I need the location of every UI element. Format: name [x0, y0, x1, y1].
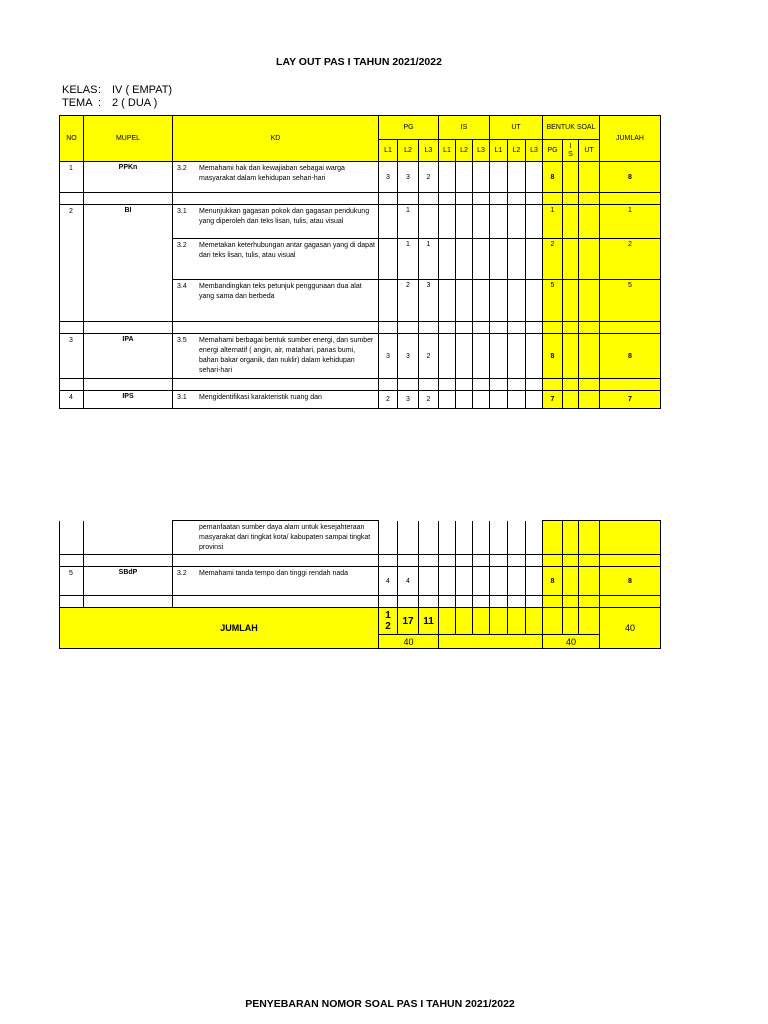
cell-pg-l2: 2 — [398, 280, 419, 322]
header-is-l3: L3 — [473, 140, 490, 162]
row-kd: 3.2 Memahami tanda tempo dan tinggi rendah nada — [173, 567, 379, 596]
header-no: NO — [60, 116, 84, 162]
cell-bentuk-pg: 7 — [543, 391, 563, 409]
header-ut-l2: L2 — [508, 140, 526, 162]
cell-pg-l2: 3 — [398, 334, 419, 379]
cell-pg-l2: 1 — [398, 239, 419, 280]
table-row — [60, 567, 661, 596]
row-no: 4 — [60, 391, 84, 409]
table-row — [60, 334, 661, 379]
cell-jumlah: 8 — [600, 334, 661, 379]
row-kd: 3.4 Membandingkan teks petunjuk penggunaan dua alat yang sama dan berbeda — [173, 280, 379, 322]
kelas-line — [62, 84, 172, 96]
row-no: 3 — [60, 334, 84, 379]
kelas-value: IV ( EMPAT) — [112, 84, 173, 96]
total-pg-l3: 11 — [419, 608, 439, 635]
row-kd: 3.2 Memetakan keterhubungan antar gagasan yang di dapat dari teks lisan, tulis, atau visual — [173, 239, 379, 280]
header-is-l1: L1 — [439, 140, 456, 162]
total-pg-l2: 17 — [398, 608, 419, 635]
cell-pg-l2: 4 — [398, 567, 419, 596]
total-bentuk-sum: 40 — [543, 635, 600, 649]
cell-bentuk-pg: 8 — [543, 567, 563, 596]
tema-value: 2 ( DUA ) — [112, 97, 158, 109]
header-ut-l1: L1 — [490, 140, 508, 162]
table-row — [60, 391, 661, 409]
tema-line — [62, 97, 157, 109]
row-mupel: BI — [84, 205, 173, 322]
cell-jumlah: 2 — [600, 239, 661, 280]
header-bentuk-is: I S — [563, 140, 579, 162]
cell-pg-l3: 2 — [419, 391, 439, 409]
header-pg-l1: L1 — [379, 140, 398, 162]
total-label: JUMLAH — [60, 608, 379, 649]
row-mupel: IPA — [84, 334, 173, 379]
cell-jumlah: 1 — [600, 205, 661, 239]
cell-pg-l2: 1 — [398, 205, 419, 239]
row-mupel: SBdP — [84, 567, 173, 596]
row-mupel: IPS — [84, 391, 173, 409]
cell-bentuk-pg: 8 — [543, 334, 563, 379]
row-mupel: PPKn — [84, 162, 173, 193]
cell-jumlah: 8 — [600, 567, 661, 596]
kelas-separator: : — [98, 84, 102, 96]
total-row — [60, 608, 661, 635]
header-pg-l3: L3 — [419, 140, 439, 162]
cell-bentuk-pg: 2 — [543, 239, 563, 280]
row-no: 2 — [60, 205, 84, 322]
cell-pg-l1: 4 — [379, 567, 398, 596]
header-is: IS — [439, 116, 490, 140]
row-kd-continued: pemanfaatan sumber daya alam untuk kesejahteraan masyarakat dari tingkat kota/ kabupaten sampai tingkat provinsi — [173, 521, 379, 555]
tema-label: TEMA — [62, 97, 93, 109]
header-kd: KD — [173, 116, 379, 162]
cell-pg-l2: 3 — [398, 162, 419, 193]
cell-pg-l3: 2 — [419, 334, 439, 379]
section-title-footer: PENYEBARAN NOMOR SOAL PAS I TAHUN 2021/2022 — [245, 998, 515, 1010]
header-ut-l3: L3 — [526, 140, 543, 162]
row-kd: 3.1 Mengidentifikasi karakteristik ruang dan — [173, 391, 379, 409]
table-row — [60, 205, 661, 239]
header-mupel: MUPEL — [84, 116, 173, 162]
header-bentuk-soal: BENTUK SOAL — [543, 116, 600, 140]
row-kd: 3.1 Menunjukkan gagasan pokok dan gagasan pendukung yang diperoleh dari teks lisan, tulis, atau visual — [173, 205, 379, 239]
header-bentuk-pg: PG — [543, 140, 563, 162]
cell-pg-l1: 3 — [379, 334, 398, 379]
total-pg-sum: 40 — [379, 635, 439, 649]
row-no: 1 — [60, 162, 84, 193]
row-kd: 3.5 Memahami berbagai bentuk sumber energi, dan sumber energi alternatif ( angin, air, matahari, panas bumi, bahan bakar organik, dan nuklir) dalam kehidupan sehari-hari — [173, 334, 379, 379]
header-jumlah: JUMLAH — [600, 116, 661, 162]
layout-table-bottom — [59, 520, 661, 649]
total-jumlah: 40 — [600, 608, 661, 649]
header-pg-l2: L2 — [398, 140, 419, 162]
layout-table-top — [59, 115, 661, 409]
cell-pg-l3: 1 — [419, 239, 439, 280]
cell-pg-l3: 2 — [419, 162, 439, 193]
header-pg: PG — [379, 116, 439, 140]
total-pg-l1: 1 2 — [379, 608, 398, 635]
row-no: 5 — [60, 567, 84, 596]
page-title: LAY OUT PAS I TAHUN 2021/2022 — [276, 56, 442, 68]
cell-bentuk-pg: 5 — [543, 280, 563, 322]
table-row — [60, 521, 661, 555]
cell-jumlah: 7 — [600, 391, 661, 409]
header-bentuk-ut: UT — [579, 140, 600, 162]
cell-pg-l2: 3 — [398, 391, 419, 409]
cell-jumlah: 8 — [600, 162, 661, 193]
tema-separator: : — [98, 97, 102, 109]
cell-pg-l1: 3 — [379, 162, 398, 193]
cell-bentuk-pg: 8 — [543, 162, 563, 193]
cell-jumlah: 5 — [600, 280, 661, 322]
kelas-label: KELAS — [62, 84, 98, 96]
header-ut: UT — [490, 116, 543, 140]
row-kd: 3.2 Memahami hak dan kewajiaban sebagai warga masyarakat dalam kehidupan sehari-hari — [173, 162, 379, 193]
cell-pg-l1: 2 — [379, 391, 398, 409]
table-row — [60, 162, 661, 193]
header-is-l2: L2 — [456, 140, 473, 162]
cell-pg-l3: 3 — [419, 280, 439, 322]
cell-bentuk-pg: 1 — [543, 205, 563, 239]
